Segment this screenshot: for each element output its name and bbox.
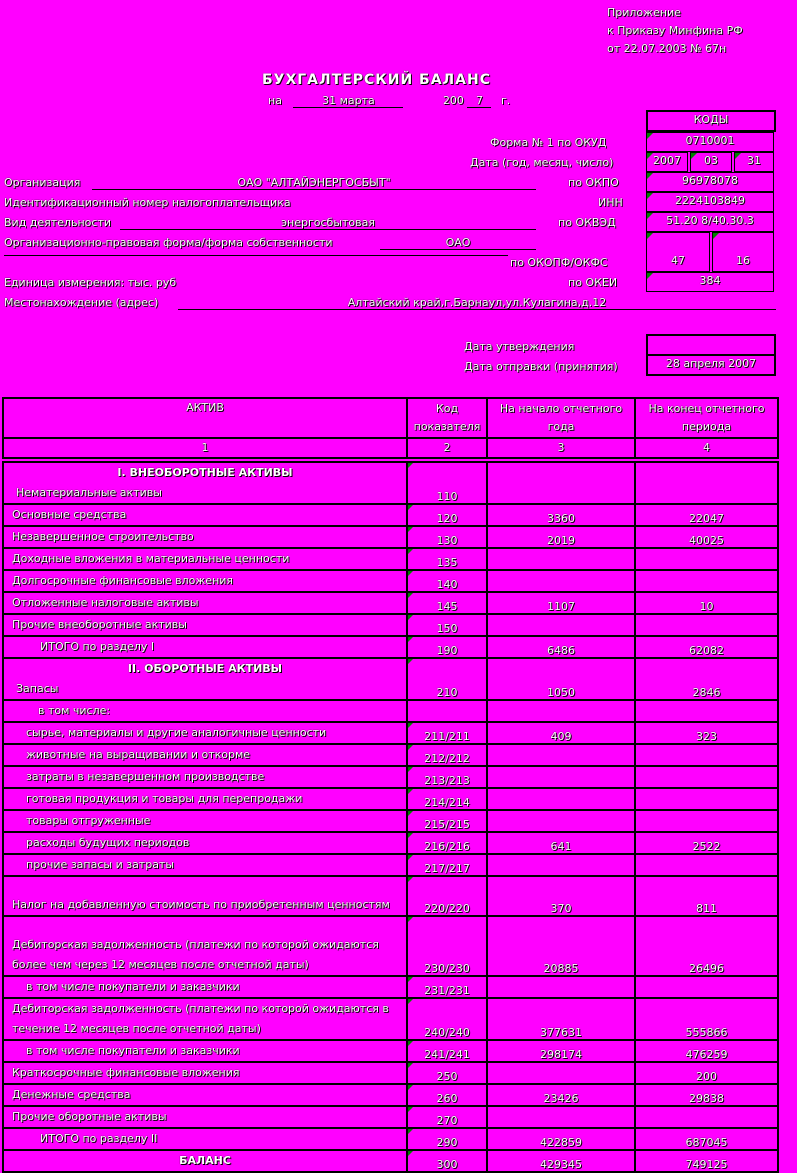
cell-start[interactable]: 429345 [487,1150,635,1172]
okopf-code[interactable]: 47 [646,232,710,272]
okopf-label: по ОКОПФ/ОКФС [510,256,608,269]
table-row [3,614,778,636]
cell-start[interactable] [487,976,635,998]
approve-date[interactable] [646,334,776,356]
send-label: Дата отправки (принятия) [464,360,618,373]
table-row [3,462,778,504]
col-number: 3 [487,438,635,458]
cell-code: 130 [407,526,487,548]
activity-value: энергосбытовая [120,216,536,230]
row-label: сырье, материалы и другие аналогичные ценности [3,722,407,744]
cell-end[interactable] [635,744,778,766]
cell-code: 190 [407,636,487,658]
address-label: Местонахождение (адрес) [4,296,159,309]
table-row [3,1128,778,1150]
table-row [3,1106,778,1128]
cell-end[interactable] [635,810,778,832]
cell-code: 231/231 [407,976,487,998]
row-label: животные на выращивании и откорме [3,744,407,766]
table-row [3,504,778,526]
cell-start[interactable] [487,570,635,592]
cell-start[interactable]: 641 [487,832,635,854]
report-year: 7 [467,94,491,108]
row-label: в том числе покупатели и заказчики [3,976,407,998]
cell-code: 240/240 [407,998,487,1040]
table-row [3,570,778,592]
inn-label: Идентификационный номер налогоплательщика [4,196,291,209]
cell-code: 135 [407,548,487,570]
table-row [3,916,778,976]
row-label: Краткосрочные финансовые вложения [3,1062,407,1084]
row-label: прочие запасы и затраты [3,854,407,876]
table-row [3,876,778,916]
section-block [3,462,407,504]
cell-start[interactable] [487,1106,635,1128]
cell-start[interactable]: 409 [487,722,635,744]
inn-code[interactable]: 2224103849 [646,192,774,212]
cell-end[interactable]: 687045 [635,1128,778,1150]
section-title: II. ОБОРОТНЫЕ АКТИВЫ [127,662,283,675]
table-row [3,548,778,570]
approve-label: Дата утверждения [464,340,575,353]
table-row [3,592,778,614]
table-row [3,1062,778,1084]
row-label: в том числе: [3,700,407,722]
org-value: ОАО "АЛТАЙЭНЕРГОСБЫТ" [92,176,536,190]
row-label: Налог на добавленную стоимость по приобретенным ценностям [3,876,407,916]
cell-code: 241/241 [407,1040,487,1062]
col-number: 2 [407,438,487,458]
activity-label: Вид деятельности [4,216,112,229]
table-row [3,658,778,700]
row-label: Дебиторская задолженность (платежи по которой ожидаются более чем через 12 месяцев после отчетной даты) [3,916,407,976]
table-row [3,998,778,1040]
cell-end[interactable]: 555866 [635,998,778,1040]
table-row [3,636,778,658]
cell-code: 260 [407,1084,487,1106]
cell-code: 220/220 [407,876,487,916]
okpo-code[interactable]: 96978078 [646,172,774,192]
cell-start[interactable]: 23426 [487,1084,635,1106]
table-row [3,700,778,722]
inn-code-label: ИНН [598,196,623,209]
row-label: расходы будущих периодов [3,832,407,854]
cell-end[interactable]: 811 [635,876,778,916]
cell-code: 145 [407,592,487,614]
okfs-code[interactable]: 16 [712,232,774,272]
okved-label: по ОКВЭД [558,216,616,229]
row-label: Нематериальные активы [16,486,162,499]
row-label: Основные средства [3,504,407,526]
table-row [3,1084,778,1106]
cell-start[interactable] [487,788,635,810]
date-label: Дата (год, месяц, число) [470,156,614,169]
row-label: Отложенные налоговые активы [3,592,407,614]
cell-end[interactable]: 10 [635,592,778,614]
cell-end[interactable] [635,548,778,570]
cell-end[interactable]: 29838 [635,1084,778,1106]
send-date[interactable]: 28 апреля 2007 [646,354,776,376]
row-label: Незавершенное строительство [3,526,407,548]
cell-end[interactable]: 323 [635,722,778,744]
table-row [3,832,778,854]
approval-note [607,4,743,58]
row-label: Прочие внеоборотные активы [3,614,407,636]
date-line [268,94,510,108]
cell-end[interactable]: 40025 [635,526,778,548]
col-number: 1 [3,438,407,458]
note-line: от 22.07.2003 № 67н [607,42,727,55]
table-row [3,810,778,832]
okud-label: Форма № 1 по ОКУД [490,136,607,149]
section-block [3,658,407,700]
cell-start[interactable] [487,614,635,636]
codes-header: КОДЫ [646,110,776,132]
date-day-cell[interactable]: 31 [734,152,774,172]
row-label: Запасы [16,682,59,695]
date-year-cell[interactable]: 2007 [646,152,688,172]
cell-start[interactable]: 370 [487,876,635,916]
okei-label: по ОКЕИ [568,276,618,289]
row-label: Дебиторская задолженность (платежи по которой ожидаются в течение 12 месяцев после отчетной даты) [3,998,407,1040]
row-label: Доходные вложения в материальные ценности [3,548,407,570]
cell-start[interactable]: 1107 [487,592,635,614]
cell-code: 120 [407,504,487,526]
section-title: I. ВНЕОБОРОТНЫЕ АКТИВЫ [117,466,293,479]
note-line: Приложение [607,6,681,19]
cell-start[interactable]: 1050 [487,658,635,700]
cell-start[interactable]: 377631 [487,998,635,1040]
row-label: затраты в незавершенном производстве [3,766,407,788]
cell-start[interactable]: 3360 [487,504,635,526]
table-number-row [3,438,778,458]
cell-end[interactable]: 2522 [635,832,778,854]
header-start: На начало отчетного года [487,398,635,438]
cell-end[interactable]: 200 [635,1062,778,1084]
table-row [3,1040,778,1062]
cell-code: 215/215 [407,810,487,832]
address-value: Алтайский край,г.Барнаул,ул.Кулагина,д.12 [178,296,776,310]
cell-start[interactable]: 6486 [487,636,635,658]
row-label: Денежные средства [3,1084,407,1106]
legal-form-label: Организационно-правовая форма/форма собственности [4,236,333,249]
row-label: готовая продукция и товары для перепродажи [3,788,407,810]
cell-end[interactable]: 749125 [635,1150,778,1172]
cell-end[interactable] [635,1106,778,1128]
cell-code: 211/211 [407,722,487,744]
cell-end[interactable] [635,788,778,810]
cell-end[interactable] [635,614,778,636]
cell-end[interactable] [635,700,778,722]
cell-start[interactable]: 2019 [487,526,635,548]
cell-end[interactable]: 22047 [635,504,778,526]
cell-start[interactable]: 20885 [487,916,635,976]
okpo-label: по ОКПО [568,176,619,189]
cell-code: 140 [407,570,487,592]
cell-start[interactable] [487,548,635,570]
cell-start[interactable] [487,462,635,504]
okved-code[interactable]: 51.20 8/40.30.3 [646,212,774,232]
cell-start[interactable] [487,766,635,788]
cell-end[interactable] [635,976,778,998]
row-label: товары отгруженные [3,810,407,832]
cell-code: 250 [407,1062,487,1084]
cell-start[interactable]: 298174 [487,1040,635,1062]
cell-start[interactable] [487,700,635,722]
cell-end[interactable]: 2846 [635,658,778,700]
row-label: ИТОГО по разделу II [3,1128,407,1150]
cell-code: 270 [407,1106,487,1128]
cell-code: 110 [407,462,487,504]
table-row [3,766,778,788]
document-title: БУХГАЛТЕРСКИЙ БАЛАНС [262,72,492,88]
header-end: На конец отчетного периода [635,398,778,438]
table-row [3,526,778,548]
table-row [3,722,778,744]
date-na: на [268,94,282,107]
cell-code: 300 [407,1150,487,1172]
row-label: БАЛАНС [3,1150,407,1172]
row-label: ИТОГО по разделу I [3,636,407,658]
unit-label: Единица измерения: тыс. руб [4,276,177,289]
cell-code: 213/213 [407,766,487,788]
cell-start[interactable] [487,1062,635,1084]
table-header-row [3,398,778,438]
cell-code: 230/230 [407,916,487,976]
header-asset: АКТИВ [3,398,407,438]
cell-end[interactable]: 476259 [635,1040,778,1062]
legal-form-value: ОАО [380,236,536,250]
row-label: в том числе покупатели и заказчики [3,1040,407,1062]
table-row [3,788,778,810]
cell-end[interactable]: 62082 [635,636,778,658]
year-suffix: г. [500,94,511,107]
row-label: Долгосрочные финансовые вложения [3,570,407,592]
cell-end[interactable]: 26496 [635,916,778,976]
balance-table [2,397,779,1173]
cell-end[interactable] [635,766,778,788]
cell-code: 216/216 [407,832,487,854]
cell-code: 212/212 [407,744,487,766]
report-day: 31 марта [293,94,403,108]
cell-end[interactable] [635,570,778,592]
cell-start[interactable]: 422859 [487,1128,635,1150]
cell-end[interactable] [635,462,778,504]
cell-end[interactable] [635,854,778,876]
table-row [3,1150,778,1172]
table-row [3,976,778,998]
table-row [3,744,778,766]
cell-code: 217/217 [407,854,487,876]
cell-code: 210 [407,658,487,700]
header-code: Код показателя [407,398,487,438]
date-month-cell[interactable]: 03 [690,152,732,172]
okud-code[interactable]: 0710001 [646,132,774,152]
col-number: 4 [635,438,778,458]
cell-start[interactable] [487,810,635,832]
cell-code: 290 [407,1128,487,1150]
cell-code: 150 [407,614,487,636]
org-label: Организация [4,176,81,189]
note-line: к Приказу Минфина РФ [607,24,743,37]
cell-code [407,700,487,722]
cell-start[interactable] [487,854,635,876]
row-label: Прочие оборотные активы [3,1106,407,1128]
table-row [3,854,778,876]
cell-start[interactable] [487,744,635,766]
year-prefix: 200 [442,94,464,107]
okei-code[interactable]: 384 [646,272,774,292]
legal-form-underline [4,254,508,256]
cell-code: 214/214 [407,788,487,810]
